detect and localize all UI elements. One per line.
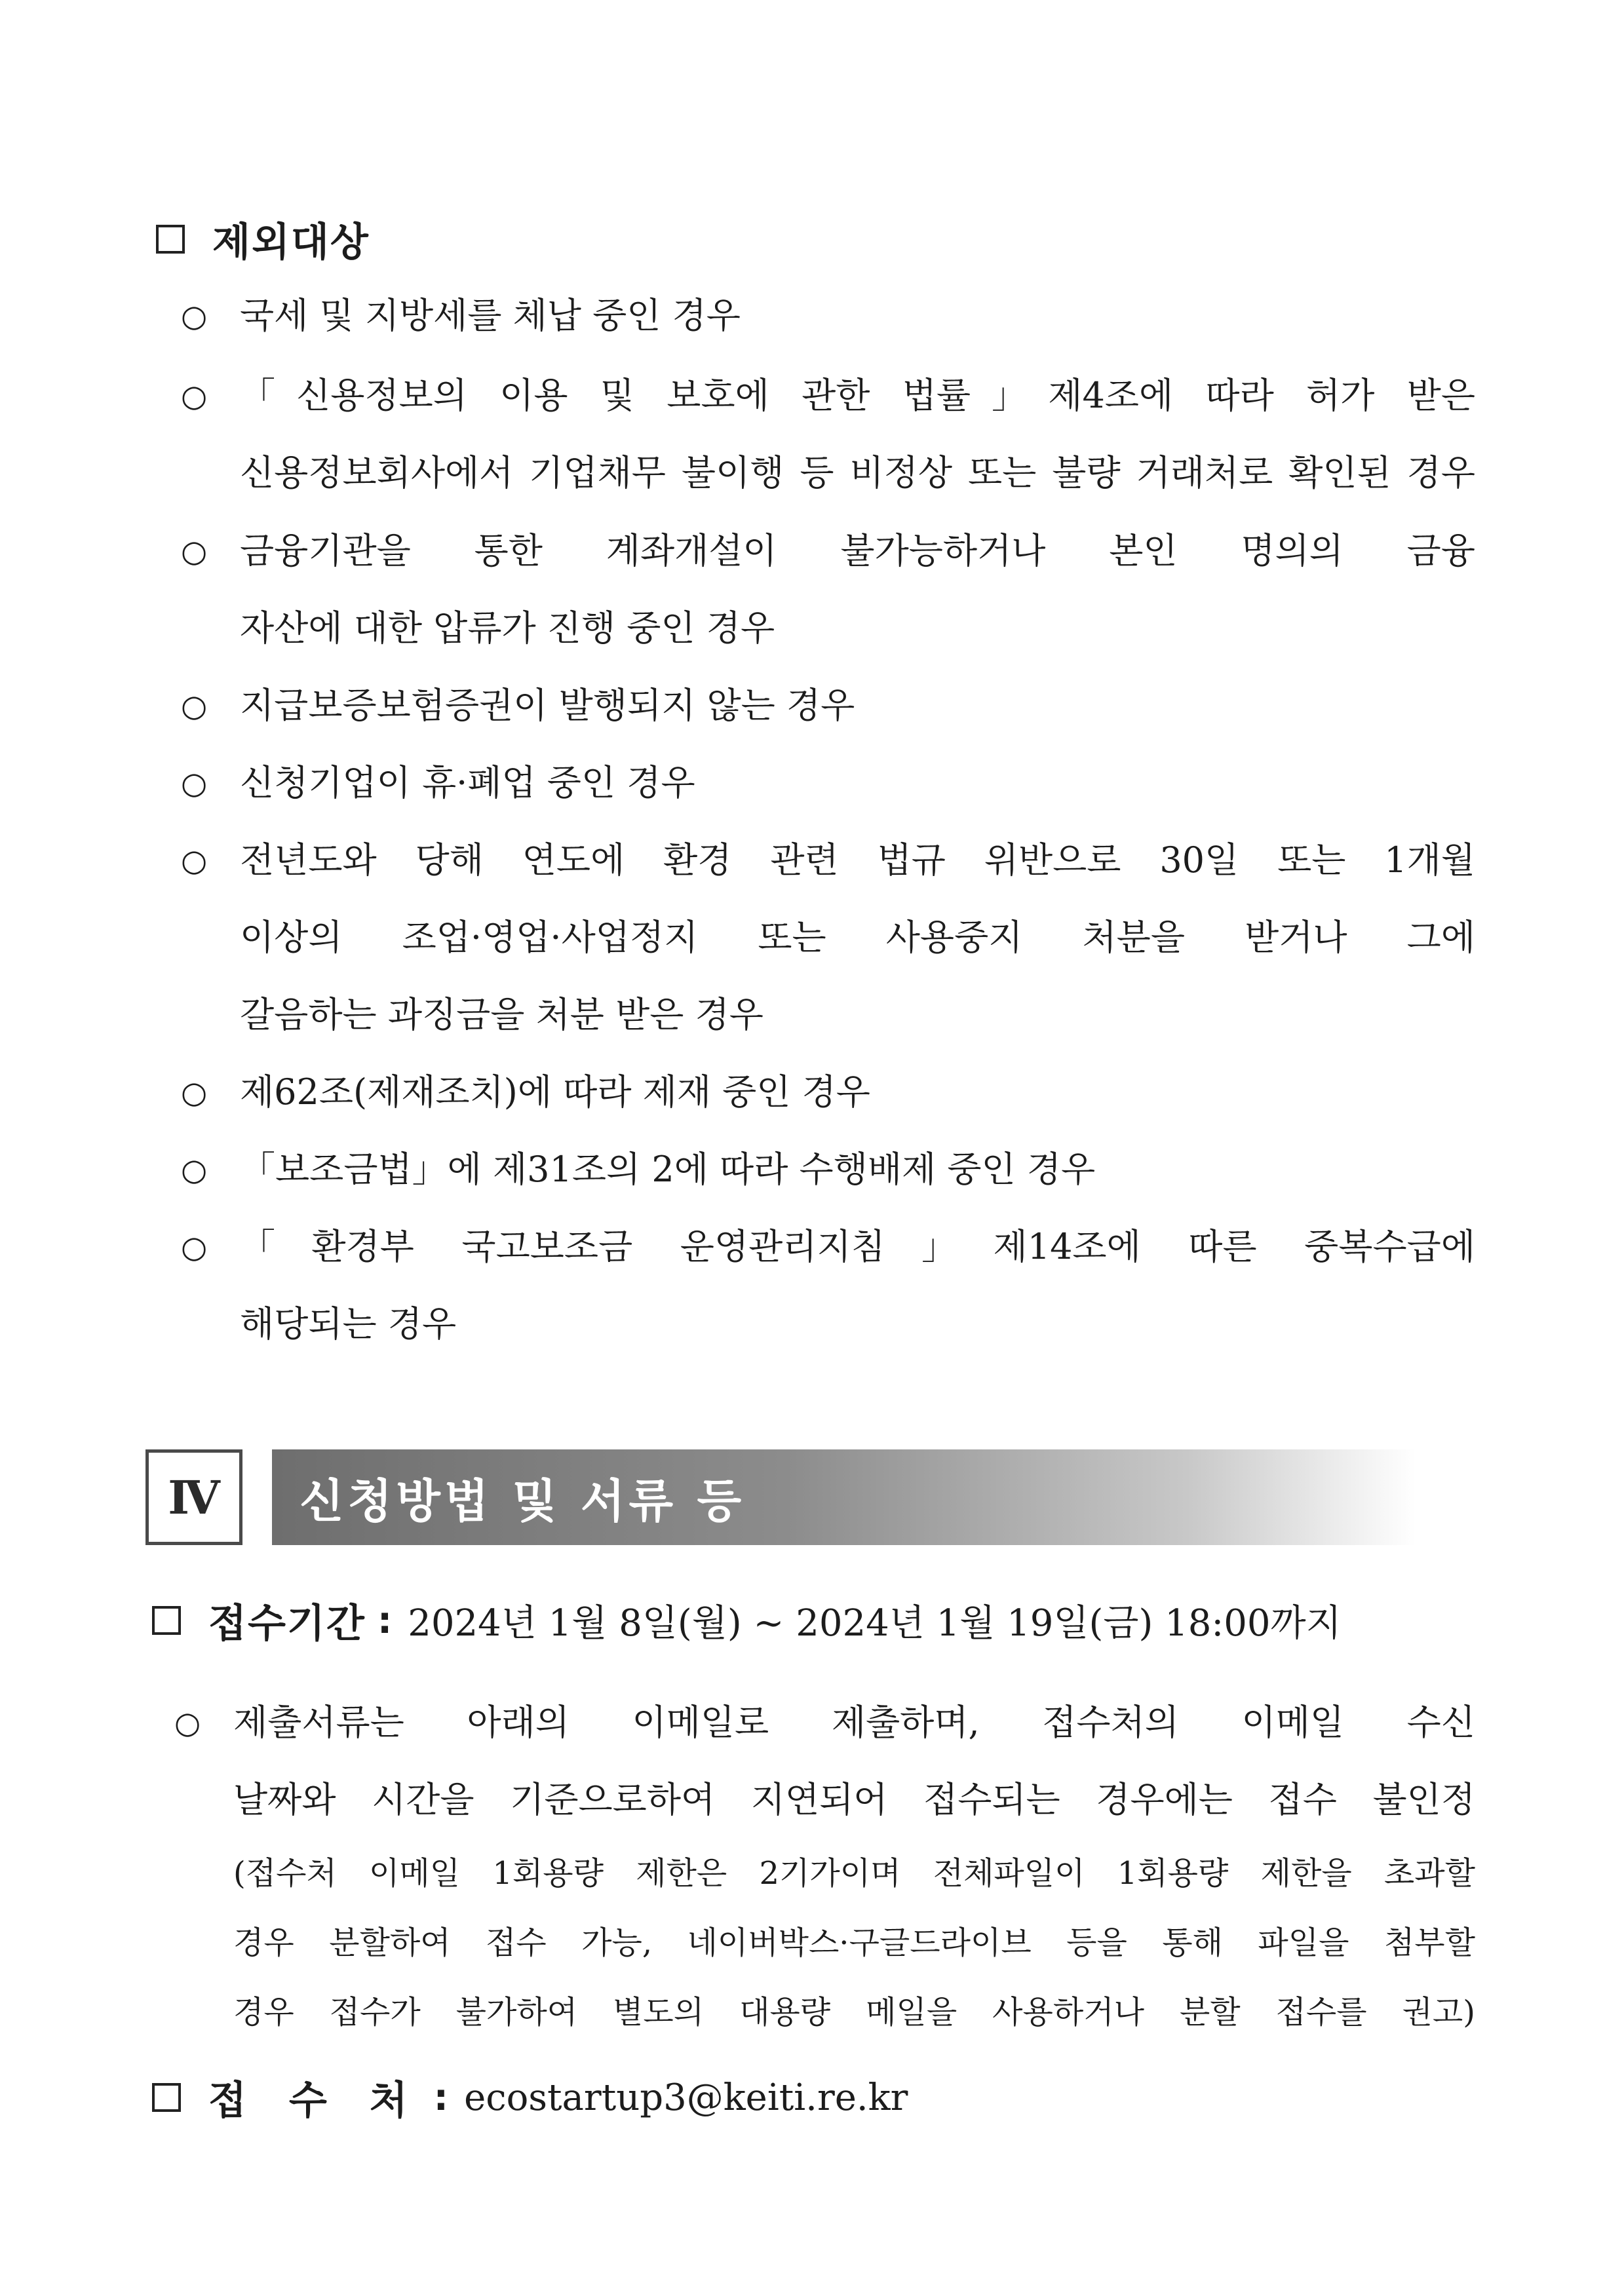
exclusion-heading [156, 211, 370, 267]
item-line: 전년도와 당해 연도에 환경 관련 법규 위반으로 30일 또는 1개월 [240, 839, 1475, 881]
exclusion-item-2 [181, 357, 1475, 512]
note-line: 경우 접수가 불가하여 별도의 대용량 메일을 사용하거나 분할 접수를 권고) [233, 1994, 1475, 2031]
item-line: 갈음하는 과징금을 처분 받은 경우 [240, 994, 764, 1035]
section-roman-numeral: Ⅳ [145, 1449, 242, 1545]
bullet-circle-icon: ○ [181, 765, 208, 801]
checkbox-square-icon [152, 2083, 181, 2112]
exclusion-item-4 [181, 667, 1475, 744]
bullet-circle-icon: ○ [181, 688, 208, 723]
exclusion-item-8 [181, 1131, 1475, 1208]
item-line: 금융기관을 통한 계좌개설이 불가능하거나 본인 명의의 금융 [240, 530, 1475, 571]
item-line: 지급보증보험증권이 발행되지 않는 경우 [240, 685, 855, 726]
bullet-circle-icon: ○ [181, 1075, 208, 1110]
exclusion-item-9 [181, 1208, 1475, 1363]
item-line: 날짜와 시간을 기준으로하여 지연되어 접수되는 경우에는 접수 불인정 [233, 1779, 1475, 1820]
contact-label: 접 수 처 [208, 2078, 422, 2124]
item-line: 이상의 조업·영업·사업정지 또는 사용중지 처분을 받거나 그에 [240, 917, 1475, 958]
exclusion-item-6 [181, 822, 1475, 1054]
bullet-circle-icon: ○ [181, 298, 208, 334]
note-line: (접수처 이메일 1회용량 제한은 2기가이며 전체파일이 1회용량 제한을 초과할 [233, 1855, 1475, 1892]
section-title-banner [272, 1449, 1416, 1545]
exclusion-heading-text: 제외대상 [212, 220, 370, 265]
contact-row [152, 2069, 908, 2126]
period-value: 2024년 1월 8일(월) ~ 2024년 1월 19일(금) 18:00까지 [408, 1602, 1342, 1645]
item-line: 자산에 대한 압류가 진행 중인 경우 [240, 607, 775, 649]
item-line: 「보조금법」에 제31조의 2에 따라 수행배제 중인 경우 [240, 1149, 1096, 1190]
item-line: 국세 및 지방세를 체납 중인 경우 [240, 295, 741, 336]
section-title: 신청방법 및 서류 등 [300, 1474, 746, 1528]
bullet-circle-icon: ○ [181, 1152, 208, 1187]
item-line: 제62조(제재조치)에 따라 제재 중인 경우 [240, 1071, 870, 1113]
item-line: 신청기업이 휴·폐업 중인 경우 [240, 762, 695, 803]
period-label: 접수기간 [208, 1601, 366, 1647]
checkbox-square-icon [156, 225, 185, 254]
checkbox-square-icon [152, 1606, 181, 1635]
item-line: 제출서류는 아래의 이메일로 제출하며, 접수처의 이메일 수신 [233, 1702, 1475, 1743]
bullet-circle-icon: ○ [181, 843, 208, 878]
period-row [152, 1592, 1342, 1649]
item-line: 「신용정보의 이용 및 보호에 관한 법률」제4조에 따라 허가 받은 [240, 375, 1475, 416]
exclusion-item-5 [181, 744, 1475, 822]
item-line: 「환경부 국고보조금 운영관리지침」제14조에 따른 중복수급에 [240, 1226, 1475, 1267]
exclusion-item-3 [181, 512, 1475, 667]
note-line: 경우 분할하여 접수 가능, 네이버박스·구글드라이브 등을 통해 파일을 첨부할 [233, 1924, 1475, 1961]
item-line: 신용정보회사에서 기업채무 불이행 등 비정상 또는 불량 거래처로 확인된 경우 [240, 452, 1475, 493]
bullet-circle-icon: ○ [181, 533, 208, 569]
exclusion-item-7 [181, 1054, 1475, 1131]
item-line: 해당되는 경우 [240, 1303, 457, 1345]
bullet-circle-icon: ○ [174, 1705, 201, 1740]
contact-email[interactable]: ecostartup3@keiti.re.kr [464, 2076, 908, 2119]
submission-item [174, 1684, 1475, 2047]
bullet-circle-icon: ○ [181, 378, 208, 413]
bullet-circle-icon: ○ [181, 1229, 208, 1265]
exclusion-item-1 [181, 277, 1475, 354]
period-colon: : [377, 1599, 393, 1642]
contact-colon: : [433, 2076, 449, 2119]
